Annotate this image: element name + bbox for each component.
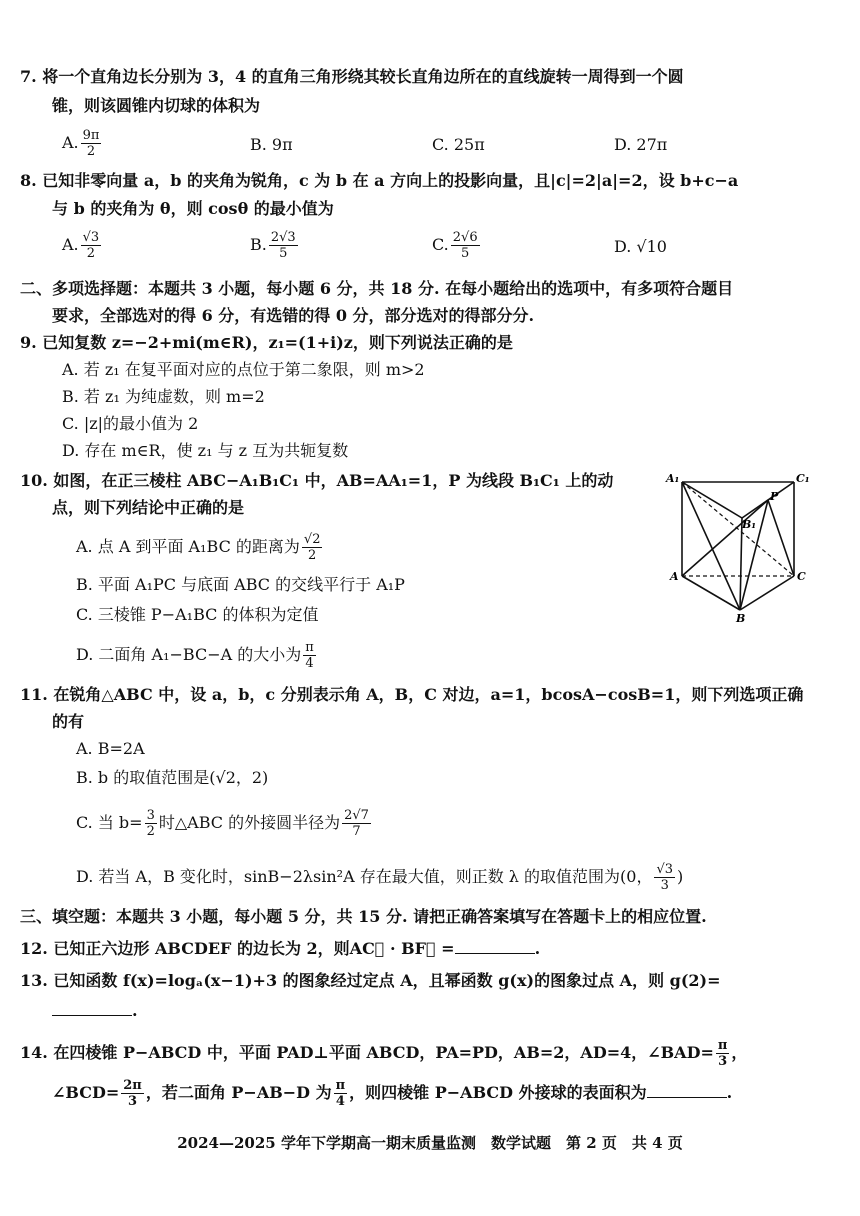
q14-stem-line2: ∠BCD= $\frac{2\pi}{3}$ ，若二面角 P−AB−D 为 $\frac{\pi}{4}$ ，则四棱锥 P−ABCD 外接球的表面积为 . — [52, 1078, 733, 1109]
section2-heading-line2: 要求，全部选对的得 6 分，有选错的得 0 分，部分选对的得部分分. — [52, 306, 535, 325]
q8-option-d: D. √10 — [614, 237, 667, 256]
q13-answer-blank[interactable] — [52, 1001, 132, 1016]
label-a: A — [670, 570, 679, 583]
q8-stem-line1: 8. 已知非零向量 a，b 的夹角为锐角，c 为 b 在 a 方向上的投影向量，且|c|=2|a|=2，设 b+c−a — [20, 171, 739, 190]
section2-heading-line1: 二、多项选择题：本题共 3 小题，每小题 6 分，共 18 分. 在每小题给出的选项中，有多项符合题目 — [20, 279, 734, 298]
q7-option-a: A. $\frac{9\pi}{2}$ — [62, 128, 100, 159]
q11-stem-line2: 的有 — [52, 712, 85, 731]
q10-option-b: B. 平面 A₁PC 与底面 ABC 的交线平行于 A₁P — [76, 575, 405, 594]
page-footer: 2024—2025 学年下学期高一期末质量监测 数学试题 第 2 页 共 4 页 — [177, 1134, 683, 1152]
q11-option-b: B. b 的取值范围是(√2，2) — [76, 768, 269, 787]
q8-option-a: A. $\frac{√3}{2}$ — [62, 230, 100, 261]
q7-stem-line1: 7. 将一个直角边长分别为 3，4 的直角三角形绕其较长直角边所在的直线旋转一周得到一个圆 — [20, 67, 684, 86]
label-c: C — [797, 570, 806, 583]
q12-answer-blank[interactable] — [455, 939, 535, 954]
prism-figure — [664, 470, 814, 630]
q8-option-c: C. $\frac{2√6}{5}$ — [432, 230, 478, 261]
q7-option-c: C. 25π — [432, 135, 485, 154]
q9-option-a: A. 若 z₁ 在复平面对应的点位于第二象限，则 m>2 — [62, 360, 425, 379]
q9-option-b: B. 若 z₁ 为纯虚数，则 m=2 — [62, 387, 265, 406]
q7-option-b: B. 9π — [250, 135, 293, 154]
q13-answer-line: . — [52, 1000, 138, 1022]
q7-stem-line2: 锥，则该圆锥内切球的体积为 — [52, 96, 261, 115]
label-b1: B₁ — [742, 518, 757, 531]
q13-stem: 13. 已知函数 f(x)=logₐ(x−1)+3 的图象经过定点 A，且幂函数 g(x)的图象过点 A，则 g(2)= — [20, 971, 721, 990]
q7-option-d: D. 27π — [614, 135, 668, 154]
label-a1: A₁ — [666, 472, 680, 485]
section3-heading: 三、填空题：本题共 3 小题，每小题 5 分，共 15 分. 请把正确答案填写在答题卡上的相应位置. — [20, 907, 707, 926]
q10-option-a: A. 点 A 到平面 A₁BC 的距离为 $\frac{√2}{2}$ — [76, 532, 321, 563]
q8-option-b: B. $\frac{2√3}{5}$ — [250, 230, 296, 261]
q10-option-d: D. 二面角 A₁−BC−A 的大小为 $\frac{\pi}{4}$ — [76, 640, 314, 671]
label-b: B — [736, 612, 746, 625]
label-p: P — [770, 490, 779, 503]
q9-option-c: C. |z|的最小值为 2 — [62, 414, 199, 433]
q9-option-d: D. 存在 m∈R，使 z₁ 与 z 互为共轭复数 — [62, 441, 349, 460]
q14-answer-blank[interactable] — [647, 1083, 727, 1098]
q9-stem: 9. 已知复数 z=−2+mi(m∈R)，z₁=(1+i)z，则下列说法正确的是 — [20, 333, 513, 352]
q11-option-c: C. 当 b= $\frac{3}{2}$ 时△ABC 的外接圆半径为 $\frac{2√7}{7}$ — [76, 808, 369, 839]
q10-stem-line2: 点，则下列结论中正确的是 — [52, 498, 245, 517]
q11-option-a: A. B=2A — [76, 739, 145, 758]
q14-stem-line1: 14. 在四棱锥 P−ABCD 中，平面 PAD⊥平面 ABCD，PA=PD，AB=2，AD=4，∠BAD= $\frac{\pi}{3}$ ， — [20, 1038, 748, 1069]
q11-option-d: D. 若当 A，B 变化时，sinB−2λsin²A 存在最大值，则正数 λ 的取值范围为(0， $\frac{√3}{3}$ ) — [76, 862, 684, 893]
q8-stem-line2: 与 b 的夹角为 θ，则 cosθ 的最小值为 — [52, 199, 334, 218]
label-c1: C₁ — [796, 472, 810, 485]
q10-option-c: C. 三棱锥 P−A₁BC 的体积为定值 — [76, 605, 319, 624]
q10-stem-line1: 10. 如图，在正三棱柱 ABC−A₁B₁C₁ 中，AB=AA₁=1，P 为线段 B₁C₁ 上的动 — [20, 471, 614, 490]
q11-stem-line1: 11. 在锐角△ABC 中，设 a，b，c 分别表示角 A，B，C 对边，a=1，bcosA−cosB=1，则下列选项正确 — [20, 685, 804, 704]
q12-stem: 12. 已知正六边形 ABCDEF 的边长为 2，则AC⃗ · BF⃗ = . — [20, 939, 541, 958]
